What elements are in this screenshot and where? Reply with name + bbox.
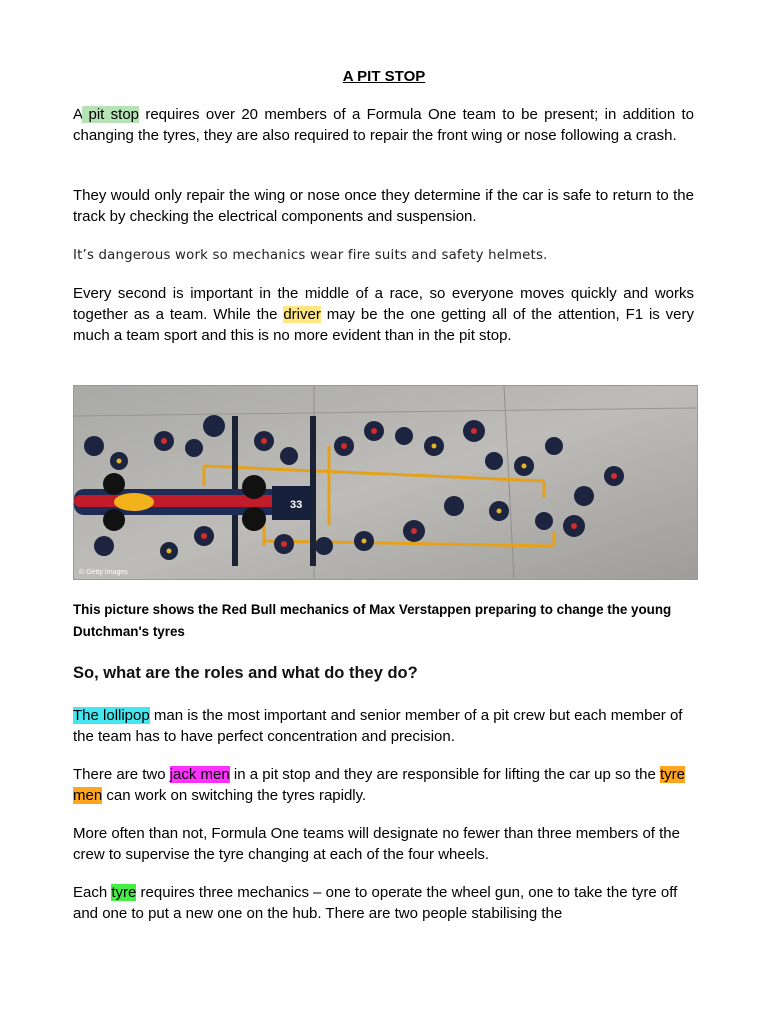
paragraph-tyre-mechanics	[73, 882, 694, 924]
highlight-lollipop: The lollipop	[73, 707, 150, 724]
pit-stop-photo	[73, 385, 698, 580]
paragraph-intro	[73, 104, 694, 146]
text: A	[73, 106, 83, 123]
text: may be the one getting all of the attention, F1 is very much a team sport and this is no more evident than in the pit stop.	[73, 306, 694, 344]
highlight-driver: driver	[283, 306, 321, 323]
text: Each	[73, 884, 112, 901]
paragraph-teamwork	[73, 283, 694, 346]
section-heading: So, what are the roles and what do they do?	[73, 664, 418, 682]
pit-stop-illustration	[74, 386, 697, 579]
text: There are two	[73, 766, 170, 783]
photo-caption: This picture shows the Red Bull mechanics of Max Verstappen preparing to change the young Dutchman's tyres	[73, 602, 672, 639]
paragraph-repair: They would only repair the wing or nose once they determine if the car is safe to return to the track by checking the electrical components and suspension.	[73, 187, 694, 225]
highlight-pit-stop: pit stop	[82, 106, 140, 123]
highlight-tyre: tyre	[111, 884, 137, 901]
paragraph-jack-men	[73, 764, 694, 806]
photo-credit: © Getty Images	[79, 569, 128, 576]
document-title: A PIT STOP	[342, 68, 426, 85]
highlight-tyre-men: tyre men	[73, 766, 686, 804]
text: man is the most important and senior member of a pit crew but each member of the team has to have perfect concentration and precision.	[73, 707, 683, 745]
text: in a pit stop and they are responsible for lifting the car up so the	[229, 766, 661, 783]
paragraph-lollipop	[73, 705, 694, 747]
text: requires three mechanics – one to operate the wheel gun, one to take the tyre off and one to put a new one on the hub. There are two people stabilising the	[73, 884, 678, 922]
car-number: 33	[290, 499, 303, 511]
text: Every second is important in the middle of a race, so everyone moves quickly and works together as a team. While the	[73, 285, 694, 323]
highlight-jack-men: jack men	[169, 766, 230, 783]
paragraph-tyre-crew: More often than not, Formula One teams will designate no fewer than three members of the crew to supervise the tyre changing at each of the four wheels.	[73, 825, 680, 863]
text: can work on switching the tyres rapidly.	[102, 787, 367, 804]
text: requires over 20 members of a Formula One team to be present; in addition to changing the tyres, they are also required to repair the front wing or nose following a crash.	[73, 106, 694, 144]
paragraph-danger: It’s dangerous work so mechanics wear fire suits and safety helmets.	[73, 248, 548, 263]
